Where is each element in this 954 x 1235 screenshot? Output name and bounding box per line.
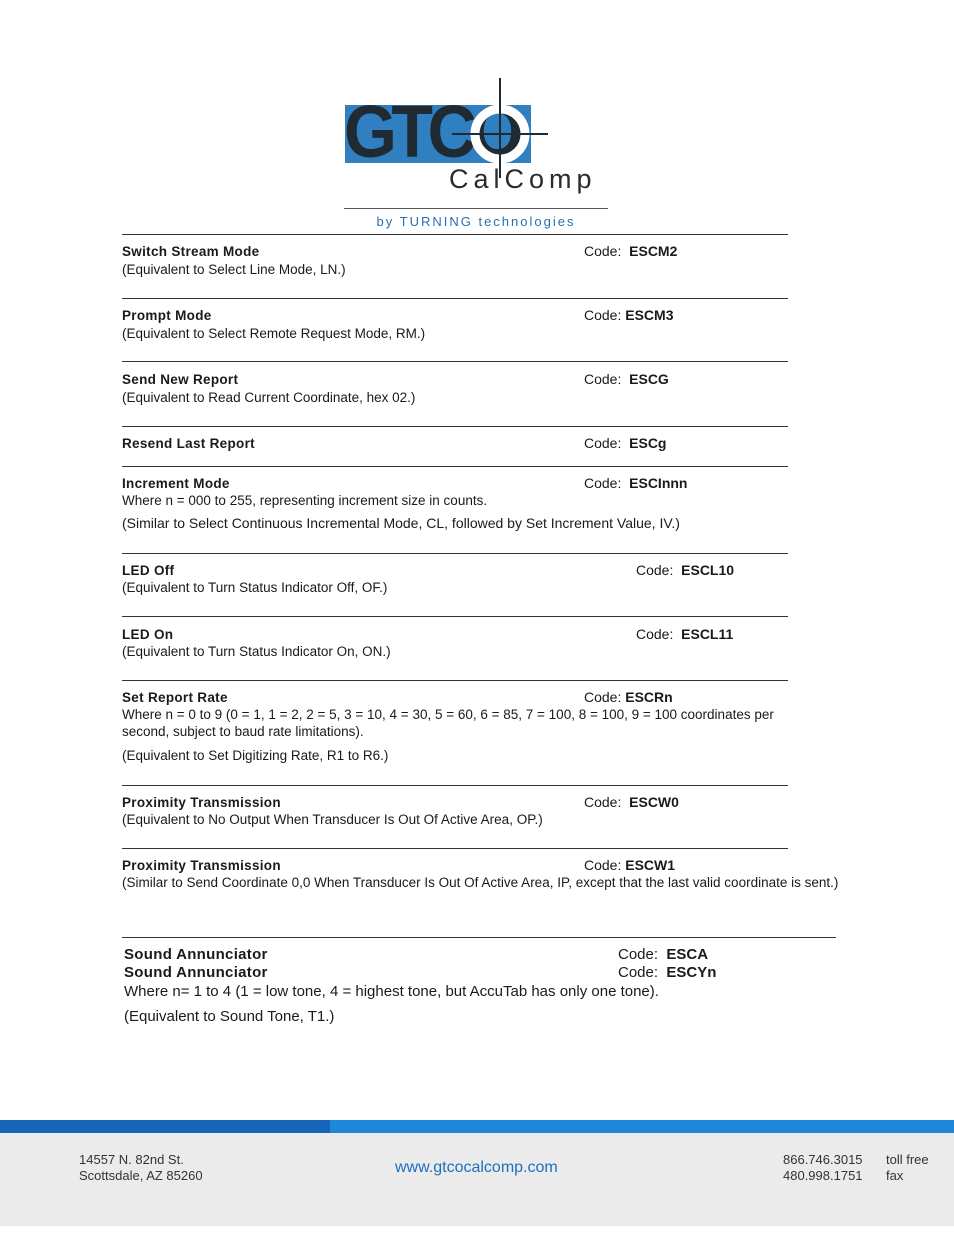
entry-code xyxy=(636,562,734,579)
entry-title: Increment Mode xyxy=(122,476,230,491)
code-label: Code: xyxy=(584,689,622,705)
entry-code xyxy=(636,626,733,643)
code-label: Code: xyxy=(636,562,674,578)
entry-code xyxy=(584,857,675,874)
footer-bar-dark xyxy=(0,1120,330,1133)
entry-title: Resend Last Report xyxy=(122,436,255,451)
code-label: Code: xyxy=(584,475,622,491)
code-value: ESCA xyxy=(666,946,709,963)
entry-code xyxy=(584,243,677,260)
company-logo xyxy=(340,78,620,233)
divider xyxy=(122,234,788,235)
code-label: Code: xyxy=(584,794,622,810)
divider xyxy=(122,466,788,467)
phone-label: toll free xyxy=(886,1152,929,1167)
divider xyxy=(122,680,788,681)
logo-crosshair-icon xyxy=(452,78,548,178)
code-label: Code: xyxy=(584,435,622,451)
address-line: Scottsdale, AZ 85260 xyxy=(79,1168,203,1183)
entry-code xyxy=(618,964,716,981)
logo-divider xyxy=(344,208,608,209)
entry-title: Proximity Transmission xyxy=(122,858,281,873)
divider xyxy=(122,937,836,938)
divider xyxy=(122,298,788,299)
code-value: ESCYn xyxy=(666,964,717,981)
logo-tagline: by TURNING technologies xyxy=(376,214,576,229)
entry-code xyxy=(584,307,673,324)
entry-description: Where n= 1 to 4 (1 = low tone, 4 = highest tone, but AccuTab has only one tone). xyxy=(124,983,659,1000)
entry-code xyxy=(584,794,679,811)
code-label: Code: xyxy=(584,243,622,259)
entry-description: (Equivalent to Turn Status Indicator Off, OF.) xyxy=(122,580,388,595)
code-value: ESCM3 xyxy=(625,307,674,323)
divider xyxy=(122,553,788,554)
code-label: Code: xyxy=(584,307,622,323)
code-value: ESCL10 xyxy=(681,562,735,578)
footer-phone-labels xyxy=(886,1152,929,1184)
code-value: ESCW1 xyxy=(625,857,676,873)
code-value: ESCL11 xyxy=(681,626,734,642)
divider xyxy=(122,785,788,786)
code-value: ESCG xyxy=(629,371,669,387)
entry-title: LED Off xyxy=(122,563,175,578)
entry-description: Where n = 0 to 9 (0 = 1, 1 = 2, 2 = 5, 3 = 10, 4 = 30, 5 = 60, 6 = 85, 7 = 100, 8 = 100, 9 = 100 coordinates per second, subject to baud rate limitations). xyxy=(122,707,774,739)
code-value: ESCg xyxy=(629,435,667,451)
entry-description: (Similar to Select Continuous Incremental Mode, CL, followed by Set Increment Value, IV.) xyxy=(122,515,680,531)
code-value: ESCInnn xyxy=(629,475,688,491)
entry-description: (Equivalent to Sound Tone, T1.) xyxy=(124,1008,335,1025)
code-value: ESCW0 xyxy=(629,794,679,810)
entry-title: Send New Report xyxy=(122,372,239,387)
footer-address xyxy=(79,1152,203,1184)
entry-title: Proximity Transmission xyxy=(122,795,281,810)
logo-bottom-text: CalComp xyxy=(449,164,597,194)
entry-description: (Equivalent to Set Digitizing Rate, R1 to R6.) xyxy=(122,748,389,763)
code-label: Code: xyxy=(636,626,674,642)
divider xyxy=(122,848,788,849)
entry-code xyxy=(618,946,708,963)
entry-description: (Equivalent to No Output When Transducer Is Out Of Active Area, OP.) xyxy=(122,812,543,827)
code-value: ESCRn xyxy=(625,689,673,705)
entry-code xyxy=(584,371,669,388)
entry-code xyxy=(584,475,687,492)
logo-top-text: GTCO xyxy=(344,90,519,173)
entry-description: (Equivalent to Turn Status Indicator On, ON.) xyxy=(122,644,391,659)
code-label: Code: xyxy=(618,946,659,963)
divider xyxy=(122,426,788,427)
entry-code xyxy=(584,689,673,706)
entry-description: Where n = 000 to 255, representing increment size in counts. xyxy=(122,493,488,508)
entry-title: Sound Annunciator xyxy=(124,964,268,981)
entry-title: Sound Annunciator xyxy=(124,946,268,963)
footer-website-link[interactable]: www.gtcocalcomp.com xyxy=(395,1159,558,1176)
address-line: 14557 N. 82nd St. xyxy=(79,1152,184,1167)
code-label: Code: xyxy=(584,371,622,387)
code-value: ESCM2 xyxy=(629,243,678,259)
entry-description: (Equivalent to Select Line Mode, LN.) xyxy=(122,262,346,277)
code-label: Code: xyxy=(584,857,622,873)
entry-description: (Similar to Send Coordinate 0,0 When Transducer Is Out Of Active Area, IP, except that the last valid coordinate is sent.) xyxy=(122,875,839,890)
phone-number: 480.998.1751 xyxy=(783,1168,863,1183)
entry-title: Set Report Rate xyxy=(122,690,228,705)
entry-title: Prompt Mode xyxy=(122,308,212,323)
phone-number: 866.746.3015 xyxy=(783,1152,863,1167)
entry-description: (Equivalent to Read Current Coordinate, hex 02.) xyxy=(122,390,416,405)
entry-code xyxy=(584,435,666,452)
code-label: Code: xyxy=(618,964,659,981)
phone-label: fax xyxy=(886,1168,904,1183)
divider xyxy=(122,361,788,362)
entry-description: (Equivalent to Select Remote Request Mode, RM.) xyxy=(122,326,426,341)
footer-bar-light xyxy=(330,1120,954,1133)
divider xyxy=(122,616,788,617)
entry-title: LED On xyxy=(122,627,174,642)
footer-phones xyxy=(783,1152,863,1184)
entry-title: Switch Stream Mode xyxy=(122,244,260,259)
